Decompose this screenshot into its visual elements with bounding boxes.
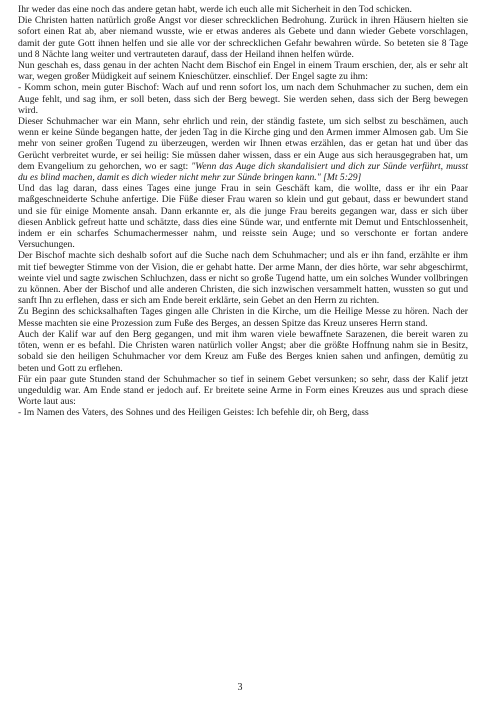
paragraph-11: - Im Namen des Vaters, des Sohnes und des Heiligen Geistes: Ich befehle dir, oh Berg, dass (18, 407, 369, 419)
paragraph-2: Die Christen hatten natürlich große Angst vor dieser schrecklichen Bedrohung. Zurück in ihren Häusern hielten sie sofort einen Rat ab, aber niemand wusste, wie er etwas anderes als Gebete und dann wieder Gebete vorschlagen, damit der gute Gott ihnen helfen und sie alle vor der schrecklichen Gefahr bewahren würde. So beteten sie 8 Tage und 8 Nächte lang weiter und vertrauteten darauf, dass der Heiland ihnen helfen würde. (18, 15, 468, 60)
paragraph-6: Und das lag daran, dass eines Tages eine junge Frau in sein Geschäft kam, die wollte, dass er ihr ein Paar maßgeschneiderte Schuhe anfertige. Die Füße dieser Frau waren so klein und gut gebaut, dass er bewundert stand und sie für einige Momente ansah. Dann erkannte er, als die junge Frau bereits gegangen war, dass er sich über diesen Anblick gefreut hatte und schätzte, dass dies eine Sünde war, und entfernte mit Demut und Entschlossenheit, indem er ein scharfes Schumachermesser nahm, und reisste sein Auge; und so verschonte er fortan andere Versuchungen. (18, 183, 468, 251)
paragraph-10: Für ein paar gute Stunden stand der Schuhmacher so tief in seinem Gebet versunken; so sehr, dass der Kalif jetzt ungeduldig war. Am Ende stand er jedoch auf. Er breitete seine Arme in Form eines Kreuzes aus und sprach diese Worte laut aus: (18, 373, 468, 408)
paragraph-3: Nun geschah es, dass genau in der achten Nacht dem Bischof ein Engel in einem Traum erschien, der, als er sehr alt war, wegen großer Müdigkeit auf seinem Knieschützer. einschlief. Der Engel sagte zu ihm: (18, 60, 468, 83)
page-number: 3 (237, 682, 243, 693)
paragraph-1: Ihr weder das eine noch das andere getan habt, werde ich euch alle mit Sicherheit in den Tod schicken. (18, 4, 412, 15)
paragraph-7: Der Bischof machte sich deshalb sofort auf die Suche nach dem Schuhmacher; und als er ihn fand, erzählte er ihm mit tief bewegter Stimme von der Vision, die er gehabt hatte. Der arme Mann, der dies hörte, war sehr abgeschirmt, weinte viel und sagte zwischen Schluchzen, dass er nicht so große Tugend hatte, um ein solches Wunder vollbringen zu können. Aber der Bischof und alle anderen Christen, die sich inzwischen versammelt hatten, wussten so gut und sanft Ihn zu erflehen, dass er sich am Ende bereit erklärte, sein Gebet an den Herrn zu richten. (18, 250, 468, 307)
paragraph-8: Zu Beginn des schicksalhaften Tages gingen alle Christen in die Kirche, um die Heilige Messe zu hören. Nach der Messe machten sie eine Prozession zum Fuße des Berges, an dessen Spitze das Kreuz unseres Herrn stand. (18, 306, 468, 329)
paragraph-4: - Komm schon, mein guter Bischof: Wach auf und renn sofort los, um nach dem Schuhmacher zu suchen, dem ein Auge fehlt, und sag ihm, er soll beten, dass sich der Berg bewegt. Sie werden sehen, dass sich der Berg bewegen wird. (18, 82, 468, 116)
paragraph-5: Dieser Schuhmacher war ein Mann, sehr ehrlich und rein, der ständig fastete, um sich selbst zu beschämen, auch wenn er keine Sünde begangen hatte, der jeden Tag in die Kirche ging und den Armen immer Almosen gab. Um Sie mehr von seiner großen Tugend zu überzeugen, werden wir Ihnen etwas erzählen, das er getan hat und über das Gerücht verbreitet wurde, er sei heilig: Sie müssen daher wissen, dass er ein Auge aus sich herausgegraben hat, um dem Evangelium zu gehorchen, wo er sagt: "Wenn das Auge dich skandalisiert und dich zur Sünde verführt, musst du es blind machen, damit es dich wieder nicht mehr zur Sünde bringen kann." [Mt 5:29] (18, 116, 468, 184)
bible-quote: "Wenn das Auge dich skandalisiert und dich zur Sünde verführt, musst du es blind machen, damit es dich wieder nicht mehr zur Sünde bringen kann." [Mt 5:29] (18, 160, 468, 184)
paragraph-9: Auch der Kalif war auf den Berg gegangen, und mit ihm waren viele bewaffnete Sarazenen, die bereit waren zu töten, wenn er es befahl. Die Christen waren natürlich voller Angst; aber die größte Hoffnung nahm sie in Besitz, sobald sie den heiligen Schuhmacher vor dem Kreuz am Fuße des Berges knien sahen und anfingen, demütig zu beten und Gott zu erflehen. (18, 328, 468, 374)
body-text (18, 4, 468, 419)
